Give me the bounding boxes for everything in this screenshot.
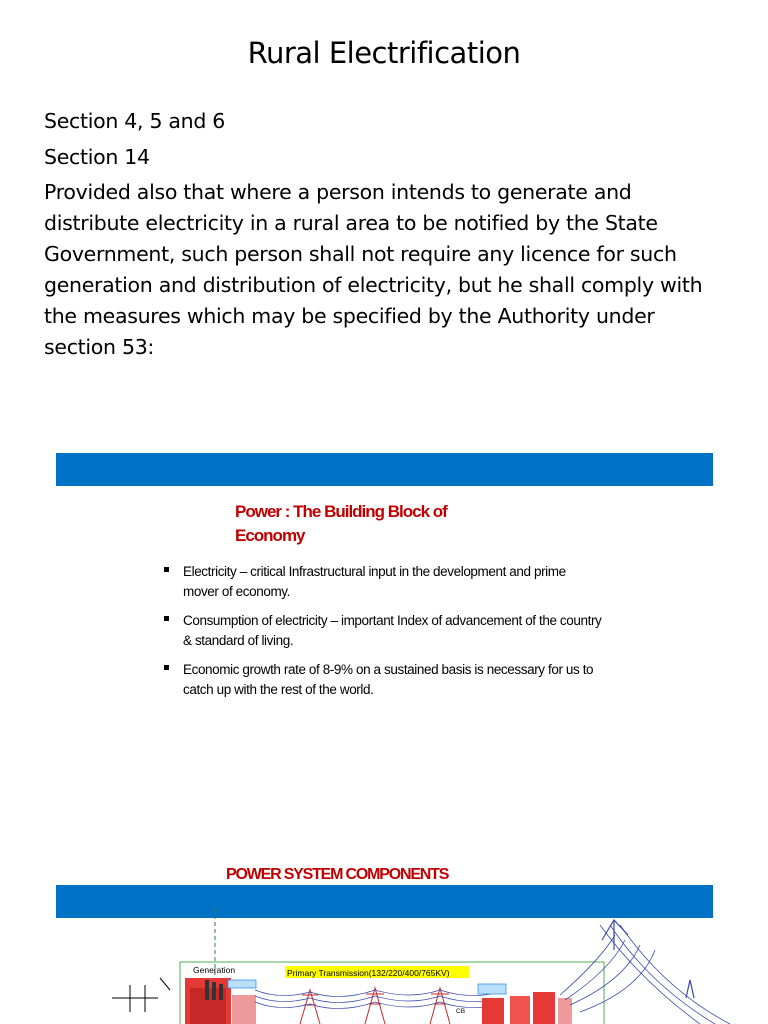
power-plant-icon [185,978,256,1024]
distribution-pole-icon [602,920,694,998]
list-item [162,562,602,602]
grid-symbol-icon [112,978,170,1012]
bullet-square-icon [164,665,169,670]
accent-bar-top [56,453,713,486]
list-item [162,611,602,651]
slide-title: Rural Electrification [247,36,521,70]
embedded-slide-title: Power : The Building Block of Economy [235,502,447,545]
bullet-list [162,562,602,709]
distribution-lines [560,925,730,1024]
provision-paragraph: Provided also that where a person intends to generate and distribute electricity in a rural area to be notified by the State Government, such person shall not require any licence for such generation and distribution of electricity, but he shall comply with the measures which may be specified by the Authority under section 53: [44,180,703,359]
bullet-text: Electricity – critical Infrastructural input in the development and prime mover of economy. [183,564,566,599]
circuit-breaker-label: CB [456,1008,466,1015]
bullet-square-icon [164,616,169,621]
power-system-diagram [0,900,768,1024]
primary-transmission-label: Primary Transmission(132/220/400/765KV) [287,968,450,978]
bullet-square-icon [164,567,169,572]
generation-label: Generation [193,965,236,975]
bullet-text: Economic growth rate of 8-9% on a sustained basis is necessary for us to catch up with the rest of the world. [183,662,594,697]
substation-icon [478,984,572,1024]
section-line-2: Section 14 [44,145,150,169]
section-line-1: Section 4, 5 and 6 [44,109,226,133]
bullet-text: Consumption of electricity – important Index of advancement of the country & standard of living. [183,613,602,648]
power-system-title: POWER SYSTEM COMPONENTS [226,866,449,883]
list-item [162,660,602,700]
transmission-lines [255,990,500,1009]
